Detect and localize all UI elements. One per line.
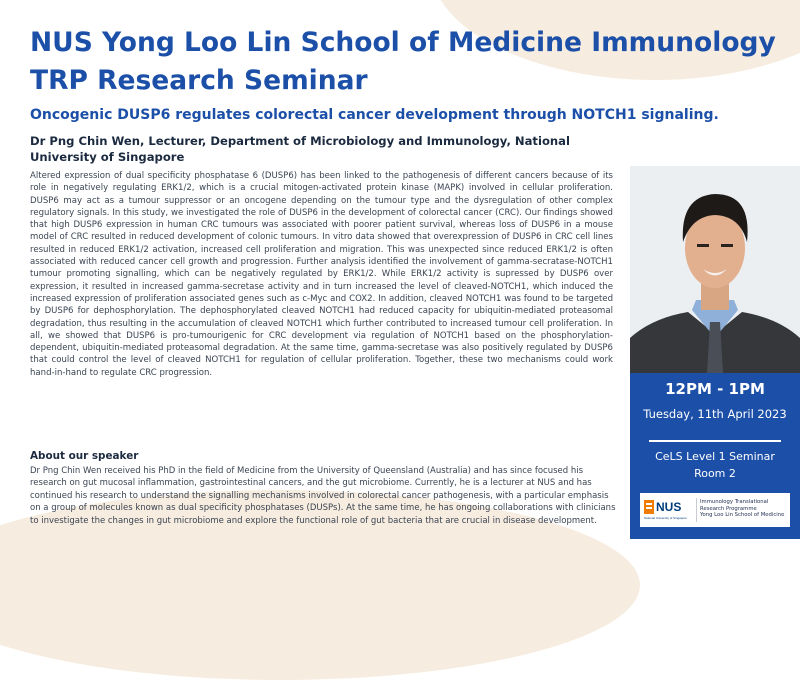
panel-divider (649, 440, 781, 442)
page-title: NUS Yong Loo Lin School of Medicine Immunology TRP Research Seminar (30, 27, 776, 96)
programme-name: Immunology Translational Research Programme (700, 499, 769, 512)
seminar-subtitle: Oncogenic DUSP6 regulates colorectal cancer development through NOTCH1 signaling. (30, 107, 719, 123)
speaker-photo (630, 166, 800, 373)
event-date: Tuesday, 11th April 2023 (643, 407, 787, 421)
abstract-text: Altered expression of dual specificity phosphatase 6 (DUSP6) has been linked to the pathogenesis of different cancers because of its role in negatively regulating ERK1/2, which is a crucial mitogen-activated protein kinase (MAPK) involved in cellular proliferation. DUSP6 may act as a tumour suppressor or an oncogene depending on the tumour type and the dysregulation of other complex regulatory signals. In this study, we investigated the role of DUSP6 in the development of colorectal cancer (CRC). Our findings showed that high DUSP6 expression in human CRC tumours was associated with poorer patient survival, whereas loss of DUSP6 in a mouse model of CRC resulted in reduced development of colonic tumours. In vitro data showed that overexpression of DUSP6 in CRC cell lines resulted in reduced ERK1/2 activation, increased cell proliferation and migration. This was unexpected since reduced ERK1/2 is often associated with reduced cancer cell growth and progression. Further analysis identified the involvement of gamma-secratase-NOTCH1 tumour promoting signalling, which can be negatively regulated by ERK1/2. While ERK1/2 activity is supressed by DUSP6 over expression, it resulted in increased gamma-secretase activity and in turn increased the level of cleaved-NOTCH1, which induced the increased expression of proliferation associated genes such as c-Myc and COX2. In addition, cleaved NOTCH1 was found to be targeted by DUSP6 for dephosphorylation. The dephosphorylated cleaved NOTCH1 had reduced capacity for ubiquitin-mediated proteasomal degradation, thus resulting in the accumulation of cleaved NOTCH1 which further contributed to increased tumour cell proliferation. In all, we showed that DUSP6 is pro-tumourigenic for CRC development via regulation of NOTCH1 based on the phosphorylation-dependent, ubiquitin-mediated proteasomal degradation. At the same time, gamma-secretase was also positively regulated by DUSP6 that could control the level of cleaved NOTCH1 for regulation of cellular proliferation. Together, these two mechanisms could work hand-in-hand to regulate CRC progression. (30, 171, 613, 378)
nus-tagline: National University of Singapore (644, 516, 687, 520)
venue-line-1: CeLS Level 1 Seminar (655, 450, 775, 463)
nus-wordmark: NUS (656, 500, 682, 514)
logo-divider (696, 498, 697, 522)
speaker-bio: Dr Png Chin Wen received his PhD in the field of Medicine from the University of Queensland (Australia) and has since focused his research on gut mucosal inflammation, gastrointestinal cancers, and the gut microbiome. Currently, he is a lecturer at NUS and has continued his research to understand the signalling mechanisms involved in colorectal cancer pathogenesis, with a particular emphasis on a group of molecules known as dual specificity phosphatases (DUSPs). At the same time, he has ongoing collaborations with clinicians to investigate the changes in gut microbiome and explore the functional role of gut bacteria that are crucial in disease development. (30, 466, 616, 526)
about-speaker-heading: About our speaker (30, 450, 139, 462)
event-time: 12PM - 1PM (665, 380, 765, 398)
logo-block (640, 493, 790, 527)
programme-text (700, 499, 788, 519)
school-name: Yong Loo Lin School of Medicine (700, 512, 785, 519)
venue-line-2: Room 2 (694, 467, 736, 480)
speaker-portrait (630, 166, 800, 373)
event-venue (630, 448, 800, 482)
speaker-affiliation: Dr Png Chin Wen, Lecturer, Department of Microbiology and Immunology, National University of Singapore (30, 134, 570, 164)
nus-logo-icon (644, 498, 694, 522)
